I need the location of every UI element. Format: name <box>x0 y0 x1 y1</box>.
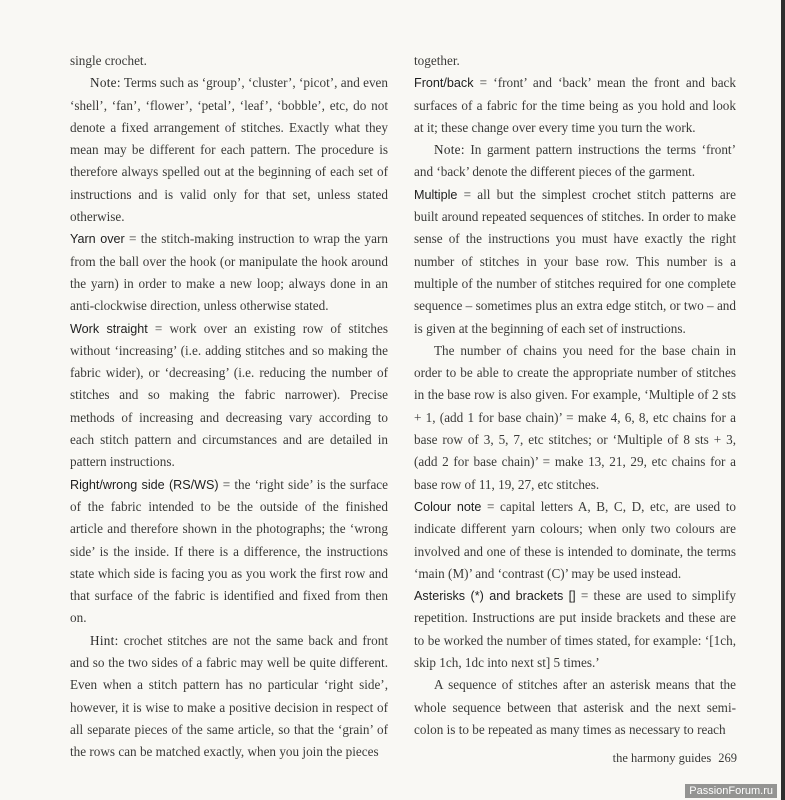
definition-text: = all but the simplest crochet stitch patterns are built around repeated sequences of stitches. In order to make sense of the instructions you must have exactly the right number of stitches in your base row. This number is a multiple of the number of stitches required for one complete sequence – sometimes plus an extra edge stitch, or two – and is given at the beginning of each set of instructions. <box>414 186 736 336</box>
definition-colour-note <box>414 496 736 585</box>
definition-text: = ‘front’ and ‘back’ mean the front and back surfaces of a fabric for the time being as you hold and look at it; these change over every time you turn the work. <box>414 75 736 135</box>
term-heading: Multiple <box>414 187 458 202</box>
definition-multiple <box>414 184 736 340</box>
definition-text: = the stitch-making instruction to wrap the yarn from the ball over the hook (or manipulate the hook around the yarn) in order to make a new loop; always done in an anti-clockwise direction, unless otherwise stated. <box>70 231 388 314</box>
note-paragraph <box>414 139 736 184</box>
term-heading: Front/back <box>414 76 474 91</box>
note-paragraph <box>70 72 388 228</box>
paragraph: The number of chains you need for the base chain in order to be able to create the appropriate number of stitches in the base row is also given. For example, ‘Multiple of 2 sts + 1, (add 1 for base chain)’ = make 4, 6, 8, etc chains for a base row of 3, 5, 7, etc stitches; or ‘Multiple of 8 sts + 3, (add 2 for base chain)’ = make 13, 21, 29, etc chains for a base row of 11, 19, 27, etc stitches. <box>414 342 736 492</box>
term-heading: Work straight <box>70 321 148 336</box>
definition-text: = these are used to simplify repetition. Instructions are put inside brackets and these are to be worked the number of times stated, for example: ‘[1ch, skip 1ch, 1dc into next st] 5 times.’ <box>414 588 736 671</box>
definition-yarn-over <box>70 228 388 317</box>
page-number: 269 <box>718 751 737 765</box>
page-footer <box>613 751 737 766</box>
definition-text: = work over an existing row of stitches without ‘increasing’ (i.e. adding stitches and so making the fabric wider), or ‘decreasing’ (i.e. reducing the number of stitches and so making the fabric narrower). Precise methods of increasing and decreasing vary according to each stitch pattern and circumstances and are detailed in pattern instructions. <box>70 320 388 470</box>
definition-text: = capital letters A, B, C, D, etc, are used to indicate different yarn colours; when only two colours are involved and one of these is intended to dominate, the terms ‘main (M)’ and ‘contrast (C)’ may be used instead. <box>414 498 736 581</box>
paragraph: single crochet. <box>70 53 147 68</box>
hint-label: Hint: <box>90 632 119 648</box>
definition-asterisks-brackets <box>414 585 736 674</box>
term-heading: Yarn over <box>70 232 125 247</box>
note-text: In garment pattern instructions the terms ‘front’ and ‘back’ denote the different pieces of the garment. <box>414 142 736 180</box>
term-heading: Asterisks (*) and brackets [] <box>414 589 576 604</box>
page-edge <box>781 0 785 800</box>
paragraph: together. <box>414 53 460 68</box>
term-heading: Right/wrong side (RS/WS) <box>70 477 219 492</box>
right-column <box>414 50 736 741</box>
definition-work-straight <box>70 318 388 474</box>
definition-text: = the ‘right side’ is the surface of the fabric intended to be the outside of the finished article and therefore shown in the photographs; the ‘wrong side’ is the inside. If there is a difference, the instructions state which side is facing you as you work the first row and that surface of the fabric is identified and fixed from then on. <box>70 476 389 626</box>
watermark: PassionForum.ru <box>685 784 777 798</box>
note-label: Note: <box>434 142 465 158</box>
note-label: Note: <box>90 75 121 91</box>
definition-right-wrong-side <box>70 474 388 630</box>
left-column <box>70 50 388 764</box>
running-title: the harmony guides <box>612 751 712 765</box>
paragraph: A sequence of stitches after an asterisk means that the whole sequence between that asterisk and the next semi-colon is to be repeated as many times as necessary to reach <box>414 677 736 737</box>
note-text: Terms such as ‘group’, ‘cluster’, ‘picot’, and even ‘shell’, ‘fan’, ‘flower’, ‘petal’, ‘leaf’, ‘bobble’, etc, do not denote a fixed arrangement of stitches. Exactly what they mean may be different for each pattern. The procedure is therefore always spelled out at the beginning of each set of instructions and is valid only for that set, unless stated otherwise. <box>70 75 388 225</box>
hint-paragraph <box>70 630 388 764</box>
term-heading: Colour note <box>414 499 482 514</box>
hint-text: crochet stitches are not the same back and front and so the two sides of a fabric may well be quite different. Even when a stitch pattern has no particular ‘right side’, however, it is wise to make a positive decision in respect of all separate pieces of the same article, so that the ‘grain’ of the rows can be matched exactly, when you join the pieces <box>70 632 388 760</box>
definition-front-back <box>414 72 736 139</box>
